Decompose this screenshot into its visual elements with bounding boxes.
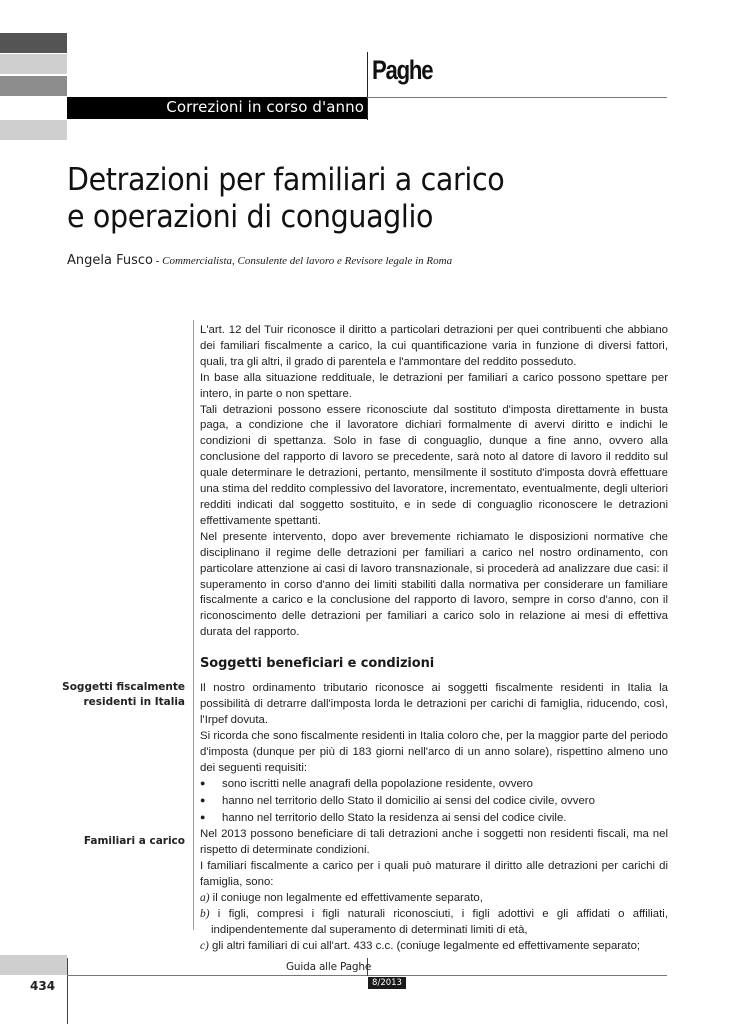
list-marker: c)	[200, 939, 209, 952]
body-paragraph: Nel 2013 possono beneficiare di tali detrazioni anche i soggetti non residenti fiscali, ma nel rispetto di determinate condizioni.	[200, 828, 668, 857]
list-item	[200, 810, 668, 827]
page-number: 434	[30, 979, 56, 993]
decor-bar-1	[0, 33, 67, 53]
list-item	[200, 939, 668, 955]
list-item-text: hanno nel territorio dello Stato il domicilio ai sensi del codice civile, ovvero	[222, 795, 595, 808]
section-body	[200, 681, 668, 954]
topic-band	[67, 97, 367, 119]
bullet-icon: ●	[200, 795, 206, 806]
intro-paragraph: Nel presente intervento, dopo aver brevemente richiamato le disposizioni normative che disciplinano il regime delle detrazioni per familiari a carico nel nostro ordinamento, con particolare attenzione ai casi di lavoro transnazionale, si procederà ad analizzare due casi: il superamento in corso d'anno dei limiti stabiliti dalla normativa per considerare un familiare fiscalmente a carico e la conclusione del rapporto di lavoro, sempre in corso d'anno, con il riconoscimento delle detrazioni per familiari a carico solo in relazione ai mesi di effettiva durata del rapporto.	[200, 530, 668, 639]
header-divider	[367, 52, 368, 120]
intro-text	[200, 323, 668, 641]
intro-paragraph: Tali detrazioni possono essere riconosciute dal sostituto d'imposta direttamente in busta paga, a condizione che il lavoratore dichiari formalmente di avervi diritto e indichi le condizioni di spettanza. Solo in fase di conguaglio, dunque a fine anno, ovvero alla conclusione del rapporto di lavoro se precedente, sarà noto al datore di lavoro il reddito sul quale determinare le detrazioni, pertanto, mensilmente il sostituto d'imposta dovrà effettuare una stima del reddito complessivo del lavoratore, incrementato, eventualmente, degli ulteriori redditi indicati dal soggetto sostituito, e in sede di conguaglio riconoscere le detrazioni effettivamente spettanti.	[200, 403, 668, 527]
bullet-icon: ●	[200, 778, 206, 789]
decor-bar-4	[0, 120, 67, 140]
intro-paragraph: L'art. 12 del Tuir riconosce il diritto a particolari detrazioni per quei contribuenti che abbiano dei familiari fiscalmente a carico, la cui quantificazione varia in funzione di diversi fattori, quali, tra gli altri, il grado di parentela e l'ammontare del reddito posseduto.	[200, 324, 668, 368]
footer-decor-bar	[0, 955, 67, 975]
issue-badge: 8/2013	[368, 977, 406, 989]
byline	[67, 253, 452, 268]
list-marker: a)	[200, 891, 210, 904]
body-paragraph: I familiari fiscalmente a carico per i quali può maturare il diritto alle detrazioni per carichi di famiglia, sono:	[200, 859, 668, 888]
side-label-familiari: Familiari a carico	[83, 835, 185, 847]
author-name: Angela Fusco	[67, 253, 153, 268]
list-marker: b)	[200, 907, 210, 920]
header-rule	[367, 97, 667, 98]
side-label-line: residenti in Italia	[83, 696, 185, 708]
list-item-text: gli altri familiari di cui all'art. 433 c.c. (coniuge legalmente ed effettivamente separato;	[212, 939, 641, 952]
list-item	[200, 907, 668, 939]
list-item-text: i figli, compresi i figli naturali riconosciuti, i figli adottivi e gli affidati o affiliati, indipendentemente dal superamento di determinati limiti di età,	[211, 907, 668, 936]
section-heading: Soggetti beneficiari e condizioni	[200, 656, 435, 671]
footer-divider	[67, 958, 68, 1024]
side-label-residenti	[60, 680, 185, 710]
list-item-text: il coniuge non legalmente ed effettivamente separato,	[212, 891, 483, 904]
list-item-text: hanno nel territorio dello Stato la residenza ai sensi del codice civile.	[222, 812, 567, 825]
side-label-line: Soggetti fiscalmente	[62, 681, 185, 693]
article-title-line-1: Detrazioni per familiari a carico	[67, 162, 505, 198]
article-title-line-2: e operazioni di conguaglio	[67, 199, 434, 235]
decor-bar-2	[0, 54, 67, 74]
list-item	[200, 776, 668, 793]
section-title: Paghe	[372, 55, 433, 85]
list-item	[200, 793, 668, 810]
article-title	[67, 162, 637, 236]
column-rule	[193, 320, 194, 930]
author-affiliation: Commercialista, Consulente del lavoro e Revisore legale in Roma	[162, 255, 453, 267]
intro-paragraph: In base alla situazione reddituale, le detrazioni per familiari a carico possono spettare per intero, in parte o non spettare.	[200, 371, 668, 400]
bullet-icon: ●	[200, 812, 206, 823]
list-item-text: sono iscritti nelle anagrafi della popolazione residente, ovvero	[222, 778, 533, 791]
decor-bar-3	[0, 76, 67, 96]
body-paragraph: Si ricorda che sono fiscalmente residenti in Italia coloro che, per la maggior parte del periodo d'imposta (dunque per più di 183 giorni nell'arco di un anno solare), rispettino almeno uno dei seguenti requisiti:	[200, 729, 668, 774]
body-paragraph: Il nostro ordinamento tributario riconosce ai soggetti fiscalmente residenti in Italia la possibilità di detrarre dall'imposta lorda le detrazioni per carichi di famiglia, riducendo, così, l'Irpef dovuta.	[200, 682, 668, 726]
byline-separator: -	[152, 255, 163, 267]
publication-name: Guida alle Paghe	[286, 961, 372, 973]
list-item	[200, 891, 668, 907]
topic-band-label: Correzioni in corso d'anno	[166, 98, 364, 116]
